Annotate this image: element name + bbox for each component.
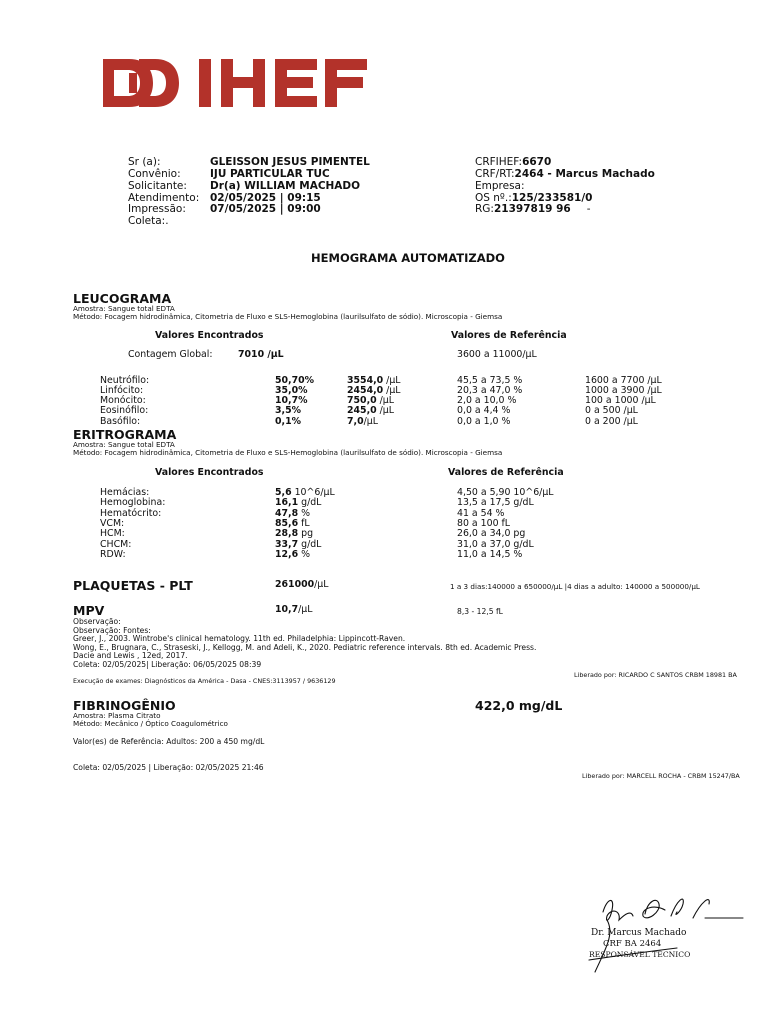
fibrinogenio-amostra: Amostra: Plasma Citrato bbox=[73, 711, 161, 720]
header-label-coleta: Coleta:. bbox=[128, 215, 169, 227]
header-value-atendimento: 02/05/2025 | 09:15 bbox=[210, 192, 321, 204]
eritro-row-ref: 11,0 a 14,5 % bbox=[457, 549, 523, 560]
leuco-row-pct: 10,7% bbox=[275, 395, 308, 406]
leuco-row-ref-abs: 1600 a 7700 /µL bbox=[585, 375, 662, 386]
fibrinogenio-referencia: Valor(es) de Referência: Adultos: 200 a 450 mg/dL bbox=[73, 737, 265, 746]
signature-crf: CRF BA 2464 bbox=[603, 939, 662, 949]
leuco-row-name: Basófilo: bbox=[100, 416, 141, 427]
observacao-line: Dacie and Lewis , 12ed, 2017. bbox=[73, 651, 188, 660]
leuco-row-ref-abs: 0 a 200 /µL bbox=[585, 416, 638, 427]
header-label-convenio: Convênio: bbox=[128, 168, 181, 180]
fibrinogenio-metodo: Método: Mecânico / Óptico Coagulométrico bbox=[73, 719, 228, 728]
eritro-row-value: 16,1 g/dL bbox=[275, 497, 322, 508]
signature-name: Dr. Marcus Machado bbox=[591, 928, 687, 938]
page-title: HEMOGRAMA AUTOMATIZADO bbox=[311, 251, 505, 265]
leuco-row-pct: 35,0% bbox=[275, 385, 308, 396]
eritro-row-value: 85,6 fL bbox=[275, 518, 310, 529]
plaquetas-ref: 1 a 3 dias:140000 a 650000/µL |4 dias a adulto: 140000 a 500000/µL bbox=[450, 582, 700, 591]
leuco-row-ref-pct: 2,0 a 10,0 % bbox=[457, 395, 517, 406]
header-crf-rt: CRF/RT:2464 - Marcus Machado bbox=[475, 168, 655, 180]
observacao-line: Coleta: 02/05/2025| Liberação: 06/05/2025 08:39 bbox=[73, 660, 262, 669]
eritro-row-value: 5,6 10^6/µL bbox=[275, 487, 335, 498]
header-value-convenio: IJU PARTICULAR TUC bbox=[210, 168, 330, 180]
execucao-exames: Execução de exames: Diagnósticos da América - Dasa - CNES:3113957 / 9636129 bbox=[73, 677, 336, 685]
eritro-row-name: CHCM: bbox=[100, 539, 132, 550]
eritro-row-name: HCM: bbox=[100, 528, 125, 539]
leuco-row-name: Monócito: bbox=[100, 395, 146, 406]
observacao-line: Wong, E., Brugnara, C., Straseski, J., Kellogg, M. and Adeli, K., 2020. Pediatric reference intervals. 8th ed. Academic Press. bbox=[73, 643, 537, 652]
fibrinogenio-coleta: Coleta: 02/05/2025 | Liberação: 02/05/2025 21:46 bbox=[73, 763, 264, 772]
eritrograma-col-ref: Valores de Referência bbox=[448, 467, 564, 478]
header-label-patient: Sr (a): bbox=[128, 156, 161, 168]
leuco-row-ref-pct: 20,3 a 47,0 % bbox=[457, 385, 523, 396]
logo-mark-icon bbox=[103, 55, 373, 111]
leuco-row-ref-abs: 100 a 1000 /µL bbox=[585, 395, 656, 406]
contagem-global-value: 7010 /µL bbox=[238, 349, 284, 360]
leuco-row-abs: 7,0/µL bbox=[347, 416, 378, 427]
leucograma-metodo: Método: Focagem hidrodinâmica, Citometria de Fluxo e SLS-Hemoglobina (laurilsulfato de sódio). Microscopia - Giemsa bbox=[73, 312, 503, 321]
fibrinogenio-title: FIBRINOGÊNIO bbox=[73, 698, 176, 713]
eritro-row-value: 12,6 % bbox=[275, 549, 311, 560]
mpv-ref: 8,3 - 12,5 fL bbox=[457, 607, 503, 616]
eritro-row-name: VCM: bbox=[100, 518, 125, 529]
leuco-row-abs: 750,0 /µL bbox=[347, 395, 394, 406]
header-value-impressao: 07/05/2025 | 09:00 bbox=[210, 203, 321, 215]
eritro-row-ref: 4,50 a 5,90 10^6/µL bbox=[457, 487, 554, 498]
eritrograma-amostra: Amostra: Sangue total EDTA bbox=[73, 440, 175, 449]
header-empresa: Empresa: bbox=[475, 180, 525, 192]
plaquetas-title: PLAQUETAS - PLT bbox=[73, 578, 193, 593]
observacao-line: Observação: bbox=[73, 617, 121, 626]
observacao-line: Observação: Fontes: bbox=[73, 626, 151, 635]
leuco-row-pct: 0,1% bbox=[275, 416, 302, 427]
leuco-row-ref-abs: 1000 a 3900 /µL bbox=[585, 385, 662, 396]
eritrograma-title: ERITROGRAMA bbox=[73, 427, 177, 442]
leuco-row-abs: 245,0 /µL bbox=[347, 405, 394, 416]
eritro-row-ref: 41 a 54 % bbox=[457, 508, 505, 519]
eritro-row-value: 33,7 g/dL bbox=[275, 539, 322, 550]
contagem-global-ref: 3600 a 11000/µL bbox=[457, 349, 537, 360]
eritro-row-value: 28,8 pg bbox=[275, 528, 314, 539]
header-rg: RG:21397819 96 - bbox=[475, 203, 591, 215]
leuco-row-abs: 2454,0 /µL bbox=[347, 385, 401, 396]
leuco-row-ref-pct: 0,0 a 1,0 % bbox=[457, 416, 511, 427]
leuco-row-abs: 3554,0 /µL bbox=[347, 375, 401, 386]
eritro-row-ref: 31,0 a 37,0 g/dL bbox=[457, 539, 534, 550]
liberado-por-hemograma: Liberado por: RICARDO C SANTOS CRBM 18981 BA bbox=[574, 671, 737, 679]
mpv-value: 10,7/µL bbox=[275, 604, 313, 615]
header-os: OS nº.:125/233581/0 bbox=[475, 192, 593, 204]
leucograma-title: LEUCOGRAMA bbox=[73, 291, 172, 306]
ihef-logo bbox=[103, 55, 373, 111]
leuco-row-ref-pct: 45,5 a 73,5 % bbox=[457, 375, 523, 386]
eritro-row-name: RDW: bbox=[100, 549, 126, 560]
eritro-row-value: 47,8 % bbox=[275, 508, 311, 519]
eritro-row-ref: 26,0 a 34,0 pg bbox=[457, 528, 526, 539]
plaquetas-value: 261000/µL bbox=[275, 579, 329, 590]
leuco-row-pct: 50,70% bbox=[275, 375, 315, 386]
header-label-atendimento: Atendimento: bbox=[128, 192, 200, 204]
leuco-row-name: Linfócito: bbox=[100, 385, 144, 396]
leucograma-amostra: Amostra: Sangue total EDTA bbox=[73, 304, 175, 313]
signature-role: RESPONSÁVEL TÉCNICO bbox=[589, 950, 691, 959]
header-label-solicitante: Solicitante: bbox=[128, 180, 187, 192]
fibrinogenio-value: 422,0 mg/dL bbox=[475, 698, 563, 713]
leuco-row-pct: 3,5% bbox=[275, 405, 302, 416]
header-crfihef: CRFIHEF:6670 bbox=[475, 156, 552, 168]
mpv-title: MPV bbox=[73, 603, 105, 618]
leuco-row-name: Eosinófilo: bbox=[100, 405, 149, 416]
contagem-global-label: Contagem Global: bbox=[128, 349, 213, 360]
eritro-row-ref: 80 a 100 fL bbox=[457, 518, 511, 529]
signature-block bbox=[585, 890, 745, 980]
header-value-patient: GLEISSON JESUS PIMENTEL bbox=[210, 156, 370, 168]
liberado-por-fibrinogenio: Liberado por: MARCELL ROCHA - CRBM 15247/BA bbox=[582, 772, 740, 780]
header-value-solicitante: Dr(a) WILLIAM MACHADO bbox=[210, 180, 361, 192]
header-label-impressao: Impressão: bbox=[128, 203, 186, 215]
observacao-line: Greer, J., 2003. Wintrobe's clinical hematology. 11th ed. Philadelphia: Lippincott-Raven. bbox=[73, 634, 406, 643]
eritro-row-name: Hemoglobina: bbox=[100, 497, 166, 508]
leuco-row-ref-abs: 0 a 500 /µL bbox=[585, 405, 638, 416]
eritrograma-metodo: Método: Focagem hidrodinâmica, Citometria de Fluxo e SLS-Hemoglobina (laurilsulfato de sódio). Microscopia - Giemsa bbox=[73, 448, 503, 457]
leuco-row-name: Neutrófilo: bbox=[100, 375, 150, 386]
eritro-row-ref: 13,5 a 17,5 g/dL bbox=[457, 497, 534, 508]
leucograma-col-ref: Valores de Referência bbox=[451, 330, 567, 341]
leucograma-col-found: Valores Encontrados bbox=[155, 330, 264, 341]
eritro-row-name: Hematócrito: bbox=[100, 508, 162, 519]
eritrograma-col-found: Valores Encontrados bbox=[155, 467, 264, 478]
leuco-row-ref-pct: 0,0 a 4,4 % bbox=[457, 405, 511, 416]
eritro-row-name: Hemácias: bbox=[100, 487, 150, 498]
